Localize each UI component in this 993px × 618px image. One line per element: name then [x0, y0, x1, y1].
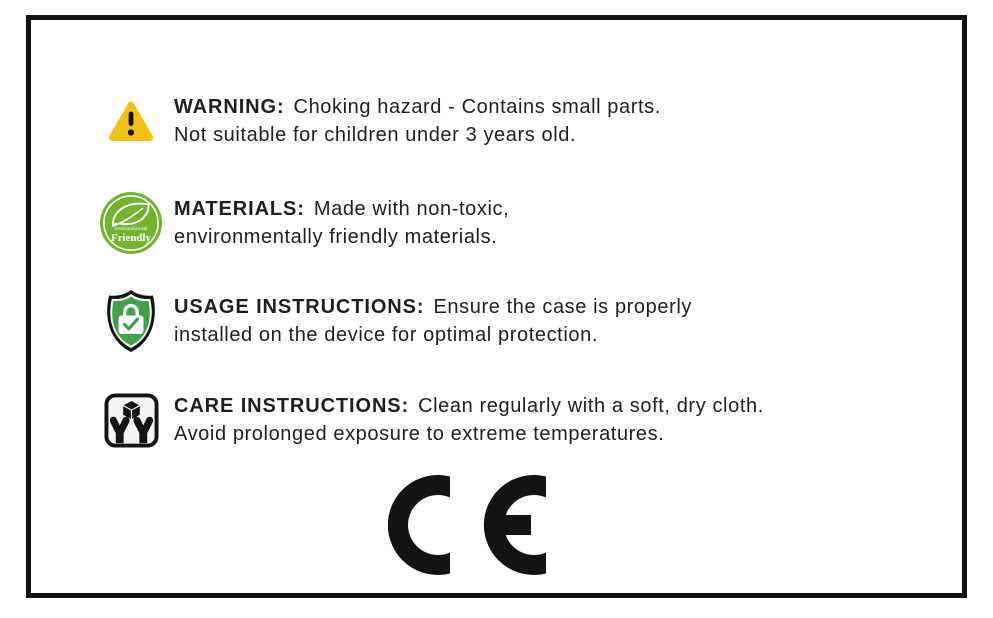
care-text [174, 392, 764, 448]
materials-text [174, 195, 509, 251]
warning-line-1 [174, 93, 661, 121]
eco-badge-big-text: Friendly [111, 232, 151, 245]
eco-badge-small-text: Environmental [114, 227, 148, 233]
care-line-1-text: Clean regularly with a soft, dry cloth. [418, 395, 764, 417]
usage-line-2: installed on the device for optimal protection. [174, 324, 598, 346]
warning-line-1-text: Choking hazard - Contains small parts. [293, 96, 661, 118]
warning-row [100, 89, 661, 153]
warning-triangle-icon [100, 99, 162, 143]
ce-mark-icon [388, 475, 546, 575]
handle-with-care-icon [100, 393, 162, 448]
usage-row [100, 289, 692, 353]
usage-line-1-text: Ensure the case is properly [433, 296, 692, 318]
materials-line-1 [174, 195, 509, 223]
warning-text [174, 93, 661, 149]
materials-line-2: environmentally friendly materials. [174, 226, 498, 248]
materials-label: MATERIALS: [174, 198, 305, 220]
warning-label: WARNING: [174, 96, 285, 118]
usage-line-1 [174, 293, 692, 321]
care-line-2: Avoid prolonged exposure to extreme temperatures. [174, 423, 665, 445]
usage-text [174, 293, 692, 349]
usage-label: USAGE INSTRUCTIONS: [174, 296, 425, 318]
materials-row [100, 191, 509, 255]
care-line-1 [174, 392, 764, 420]
warning-line-2: Not suitable for children under 3 years old. [174, 124, 577, 146]
shield-check-icon [100, 289, 162, 353]
care-row [100, 388, 764, 452]
materials-line-1-text: Made with non-toxic, [313, 198, 510, 220]
care-label: CARE INSTRUCTIONS: [174, 395, 410, 417]
eco-friendly-badge-icon [100, 192, 162, 254]
